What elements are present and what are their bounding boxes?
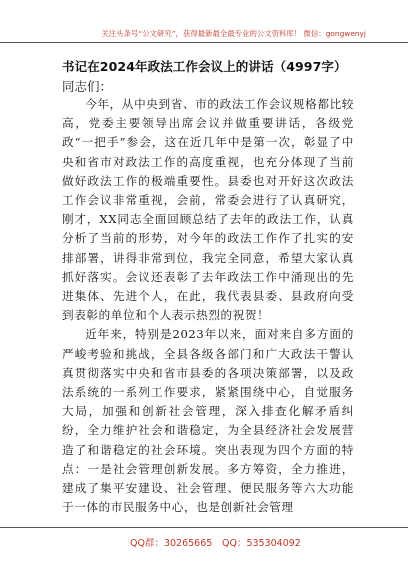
page-header <box>0 22 408 43</box>
footer-qq-group: QQ群：30265665 <box>130 538 213 549</box>
footer-qq-number: QQ：535304092 <box>222 538 301 549</box>
header-promo-text: 关注头条号“公文研究”，获得最新最全最专业的公文资料库！ 微信：gongwenyj <box>101 29 366 38</box>
document-title: 书记在2024年政法工作会议上的讲话（4997字） <box>62 59 347 74</box>
paragraph-2: 近年来，特别是2023年以来，面对来自多方面的严峻考验和挑战，全县各级各部门和广大政法干警认真贯彻落实中央和省市县委的各项决策部署，以及政法系统的一系列工作要求，紧紧围绕中心，自觉服务大局，加强和创新社会管理，深入排查化解矛盾纠纷，全力维护社会和谐稳定，为全县经济社会发展营造了和谐稳定的社会环境。突出表现为四个方面的特点：一是社会管理创新发展。多方筹资，全力推进，建成了集平安建设、社会管理、便民服务等六大功能于一体的市民服务中心，也是创新社会管理 <box>62 327 354 515</box>
page-footer <box>0 527 408 552</box>
document-body <box>62 95 354 517</box>
salutation: 同志们： <box>62 79 113 94</box>
paragraph-1: 今年，从中央到省、市的政法工作会议规格都比较高，党委主要领导出席会议并做重要讲话，各级党政“一把手”参会，这在近几年中是第一次，彰显了中央和省市对政法工作的高度重视，也充分体现了当前做好政法工作的极端重要性。县委也对开好这次政法工作会议非常重视，会前，常委会进行了认真研究，刚才，XX同志全面回顾总结了去年的政法工作，认真分析了当前的形势，对今年的政法工作作了扎实的安排部署，讲得非常到位，我完全同意，希望大家认真抓好落实。会议还表彰了去年政法工作中涌现出的先进集体、先进个人，在此，我代表县委、县政府向受到表彰的单位和个人表示热烈的祝贺！ <box>62 97 354 323</box>
